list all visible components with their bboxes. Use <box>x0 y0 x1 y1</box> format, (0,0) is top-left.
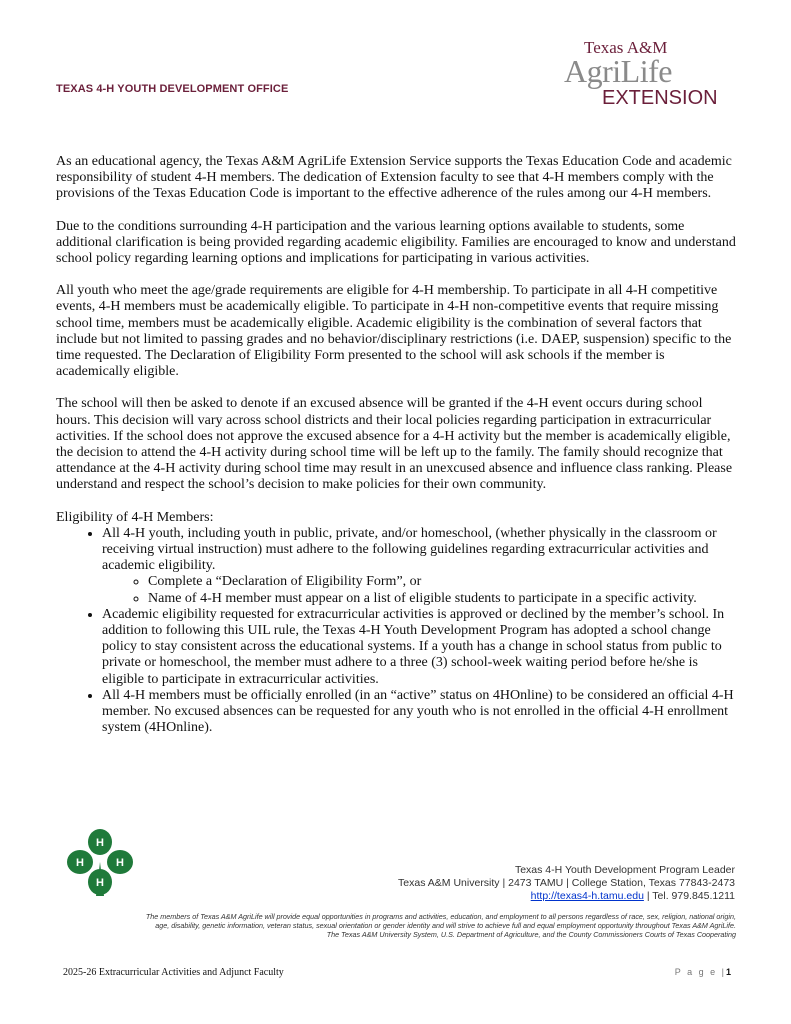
page-number-value: 1 <box>725 967 731 977</box>
paragraph-1: As an educational agency, the Texas A&M AgriLife Extension Service supports the Texas Education Code and academic responsibility of student 4-H members. The dedication of Extension faculty to see that 4-H members comply with the provisions of the Texas Education Code is important to the effective adherence of the rules among our 4-H members. <box>56 154 732 202</box>
office-title: TEXAS 4-H YOUTH DEVELOPMENT OFFICE <box>56 83 289 95</box>
disclaimer-line: age, disability, genetic information, veteran status, sexual orientation or gender identity and will strive to achieve full and equal employment opportunity throughout Texas A&M AgriLife. <box>155 921 736 930</box>
4h-clover-icon <box>66 828 134 896</box>
disclaimer-line: The Texas A&M University System, U.S. Department of Agriculture, and the County Commissioners Courts of Texas Cooperating <box>326 930 736 939</box>
agrilife-logo <box>560 36 740 108</box>
sub-list <box>102 574 740 606</box>
svg-text:H: H <box>96 877 104 889</box>
svg-text:H: H <box>76 857 84 869</box>
contact-line <box>398 890 735 903</box>
disclaimer-line: The members of Texas A&M AgriLife will provide equal opportunities in programs and activities, education, and employment to all persons regardless of race, sex, religion, national origin, <box>145 912 736 921</box>
list-item <box>102 526 740 607</box>
list-item: • Academic eligibility requested for extracurricular activities is approved or declined by the member’s school. In addition to following this UIL rule, the Texas 4-H Youth Development Program has adopted a school change policy to stay consistent across the educational systems. If a youth has a change in school status from public to private or homeschool, the member must adhere to a three (3) school-week waiting period before he/she is eligible to participate in extracurricular activities. <box>102 607 740 688</box>
contact-address: Texas A&M University | 2473 TAMU | College Station, Texas 77843-2473 <box>398 877 735 889</box>
svg-text:H: H <box>116 857 124 869</box>
paragraph-3: All youth who meet the age/grade requirements are eligible for 4-H membership. To participate in all 4-H competitive events, 4-H members must be academically eligible. To participate in 4-H non-competitive events that require missing school time, members must be academically eligible. Academic eligibility is the combination of several factors that include but not limited to passing grades and no behavior/disciplinary restrictions (i.e. DAEP, suspension) specific to the time requested. The Declaration of Eligibility Form presented to the school will ask schools if the member is academically eligible. <box>56 283 732 380</box>
logo-line3: EXTENSION <box>602 87 718 108</box>
logo-line1: Texas A&M <box>584 38 668 57</box>
contact-title: Texas 4-H Youth Development Program Leader <box>514 864 735 876</box>
footer-title: 2025-26 Extracurricular Activities and Adjunct Faculty <box>63 967 284 978</box>
eligibility-list <box>56 526 740 737</box>
page-label: P a g e | <box>674 967 726 977</box>
list-item: • All 4-H members must be officially enrolled (in an “active” status on 4HOnline) to be considered an official 4-H member. No excused absences can be requested for any youth who is not enrolled in the official 4-H enrollment system (4HOnline). <box>102 688 740 737</box>
eligibility-heading: Eligibility of 4-H Members: <box>56 509 214 525</box>
page-number <box>675 967 731 977</box>
website-link[interactable]: http://texas4-h.tamu.edu <box>530 890 644 902</box>
letter-body <box>56 154 740 737</box>
contact-tel: | Tel. 979.845.1211 <box>643 890 735 902</box>
bullet-1-text: All 4-H youth, including youth in public, private, and/or homeschool, (whether physically in the classroom or receiving virtual instruction) must adhere to the following guidelines regarding extracurricular activities and academic eligibility. <box>102 525 717 574</box>
paragraph-2: Due to the conditions surrounding 4-H participation and the various learning options available to students, some additional clarification is being provided regarding academic eligibility. Families are encouraged to know and understand school policy regarding learning options and implications for participating in various activities. <box>56 218 736 267</box>
sub-item-2: ◦ Name of 4-H member must appear on a list of eligible students to participate in a specific activity. <box>148 591 740 607</box>
sub-item-1: ◦ Complete a “Declaration of Eligibility Form”, or <box>148 574 740 590</box>
logo-line2: AgriLife <box>564 53 672 89</box>
disclaimer <box>56 912 736 939</box>
svg-text:H: H <box>96 837 104 849</box>
paragraph-4: The school will then be asked to denote if an excused absence will be granted if the 4-H event occurs during school hours. This decision will vary across school districts and their local policies regarding participation in extracurricular activities. If the school does not approve the excused absence for a 4-H activity but the member is academically eligible, the decision to attend the 4-H activity during school time will be left up to the family. The family should recognize that attendance at the 4-H activity during school time may result in an unexcused absence and influence class ranking. Please understand and respect the school’s decision to make policies for their own community. <box>56 396 733 493</box>
contact-block <box>398 864 735 903</box>
